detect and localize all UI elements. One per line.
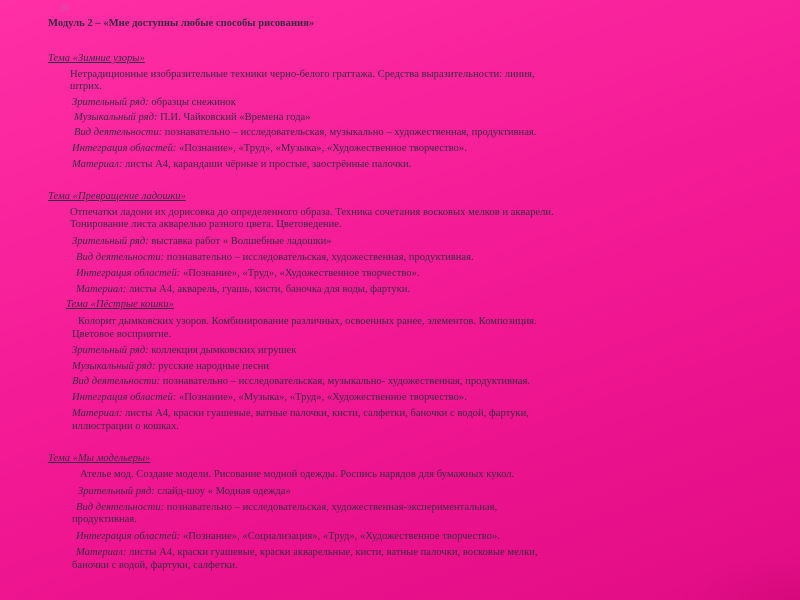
topic-title: Тема «Мы модельеры» xyxy=(48,453,151,464)
field-value: выставка работ « Волшебные ладошки» xyxy=(148,236,332,247)
field-integration xyxy=(76,531,500,543)
field-activity xyxy=(76,502,497,514)
field-material-continued: баночки с водой, фартуки, салфетки. xyxy=(72,560,238,571)
corner-shade xyxy=(680,555,800,600)
field-value: русские народные песни xyxy=(155,361,270,372)
field-activity xyxy=(74,127,536,139)
slide-number: 20 xyxy=(60,4,69,13)
field-visual-row xyxy=(72,97,236,109)
field-integration xyxy=(72,143,467,155)
field-label: Вид деятельности: xyxy=(74,127,163,138)
field-value: познавательно – исследовательская, музыкально – художественная, продуктивная. xyxy=(162,127,537,138)
field-label: Зрительный ряд: xyxy=(72,97,149,108)
field-label: Зрительный ряд: xyxy=(72,345,149,356)
field-label: Материал: xyxy=(76,284,127,295)
field-label: Материал: xyxy=(76,547,127,558)
topic-description: Нетрадиционные изобразительные техники черно-белого граттажа. Средства выразительности: линия, xyxy=(70,69,535,80)
field-value: листы А4, карандаши чёрные и простые, заострённые палочки. xyxy=(122,159,412,170)
field-value: «Познание», «Музыка», «Труд», «Художественное творчество». xyxy=(176,392,467,403)
field-value: П.И. Чайковский «Времена года» xyxy=(157,112,311,123)
field-value: познавательно – исследовательская, художественная-экспериментальная, xyxy=(164,502,498,513)
field-label: Интеграция областей: xyxy=(72,143,177,154)
field-activity xyxy=(76,252,474,264)
topic-description: Колорит дымковских узоров. Комбинирование различных, освоенных ранее, элементов. Композиция. xyxy=(78,316,537,327)
topic-description: Цветовое восприятие. xyxy=(72,329,172,340)
field-value: образцы снежинок xyxy=(148,97,236,108)
field-label: Зрительный ряд: xyxy=(72,236,149,247)
field-value: «Познание», «Труд», «Музыка», «Художественное творчество». xyxy=(176,143,467,154)
field-material xyxy=(76,284,410,296)
field-value: листы А4, краски гуашевые, краски акварельные, кисти, ватные палочки, восковые мелки, xyxy=(126,547,538,558)
field-label: Вид деятельности: xyxy=(72,376,161,387)
field-material xyxy=(72,408,529,420)
field-material xyxy=(72,159,411,171)
field-activity xyxy=(72,376,530,388)
field-material xyxy=(76,547,538,559)
topic-description: штрих. xyxy=(70,81,102,92)
field-visual-row xyxy=(78,486,291,498)
field-label: Зрительный ряд: xyxy=(78,486,155,497)
topic-description: Ателье мод. Создаие модели. Рисование модной одежды. Роспись нарядов для бумажных кукол. xyxy=(80,469,515,480)
topic-title: Тема «Зимние узоры» xyxy=(48,53,145,64)
field-activity-continued: продуктивная. xyxy=(72,514,137,525)
field-value: коллекция дымковских игрушек xyxy=(148,345,297,356)
field-label: Вид деятельности: xyxy=(76,252,165,263)
field-material-continued: иллюстрации о кошках. xyxy=(72,421,179,432)
field-value: слайд-шоу « Модная одежда» xyxy=(154,486,291,497)
topic-title: Тема «Превращение ладошки» xyxy=(48,191,186,202)
field-visual-row xyxy=(72,236,332,248)
field-label: Вид деятельности: xyxy=(76,502,165,513)
field-music-row xyxy=(72,361,269,373)
field-music-row xyxy=(74,112,311,124)
field-label: Музыкальный ряд: xyxy=(72,361,156,372)
module-title: Модуль 2 – «Мне доступны любые способы рисования» xyxy=(48,18,315,29)
field-value: познавательно – исследовательская, музыкально- художественная, продуктивная. xyxy=(160,376,530,387)
field-label: Музыкальный ряд: xyxy=(74,112,158,123)
field-value: «Познание», «Труд», «Художественное творчество». xyxy=(180,268,420,279)
field-value: листы А4, краски гуашевые, ватные палочки, кисти, салфетки, баночки с водой, фартуки, xyxy=(122,408,529,419)
field-label: Интеграция областей: xyxy=(72,392,177,403)
topic-title: Тема «Пёстрые кошки» xyxy=(66,299,174,310)
field-integration xyxy=(72,392,467,404)
field-label: Интеграция областей: xyxy=(76,531,181,542)
field-value: «Познание», «Социализация», «Труд», «Художественное творчество». xyxy=(180,531,500,542)
field-label: Интеграция областей: xyxy=(76,268,181,279)
field-integration xyxy=(76,268,420,280)
field-value: познавательно – исследовательская, художественная, продуктивная. xyxy=(164,252,474,263)
field-label: Материал: xyxy=(72,408,123,419)
topic-description: Тонирование листа акварелью разного цвета. Цветоведение. xyxy=(70,219,342,230)
field-visual-row xyxy=(72,345,296,357)
field-label: Материал: xyxy=(72,159,123,170)
field-value: листы А4, акварель, гуашь, кисти, баночка для воды, фартуки. xyxy=(126,284,411,295)
topic-description: Отпечатки ладони их дорисовка до определенного образа. Техника сочетания восковых мелков и акварели. xyxy=(70,207,554,218)
